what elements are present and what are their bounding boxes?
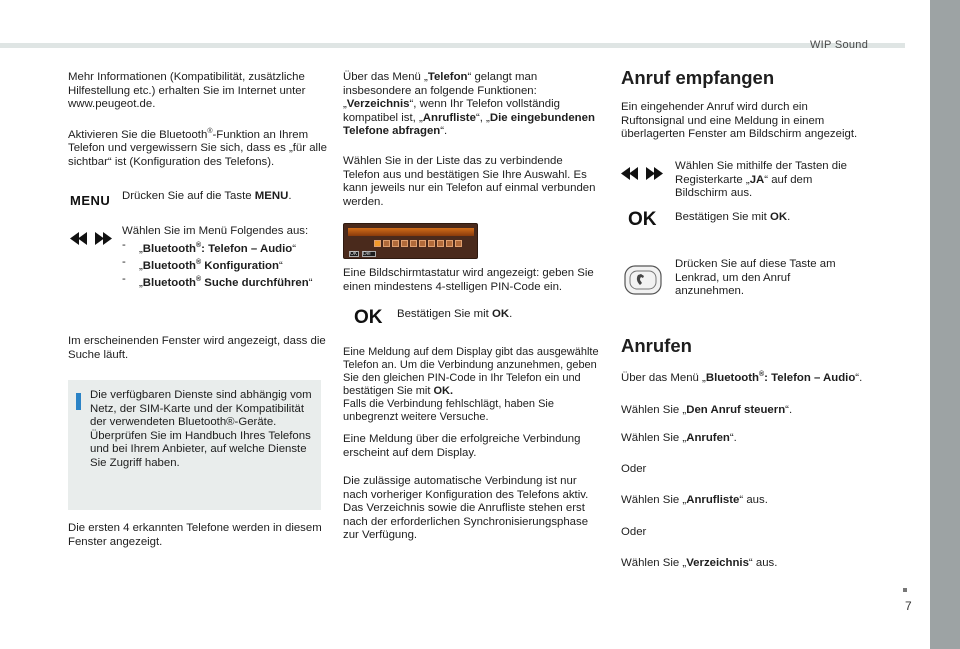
- list-item: - „Bluetooth®: Telefon – Audio“: [122, 239, 327, 256]
- info-box-text: Die verfügbaren Dienste sind abhängig vom Netz, der SIM-Karte und der Kompatibilität der verwendeten Bluetooth®-Geräte. Überprüfen Sie im Handbuch Ihres Telefons und bei Ihrem Anbieter, auf welche Dienste Sie Zugriff haben.: [90, 389, 312, 469]
- call-step-verzeichnis: Wählen Sie „Verzeichnis“ aus.: [621, 557, 778, 569]
- keyboard-key: [437, 240, 444, 247]
- select-menu-block: [122, 225, 327, 291]
- intro-paragraph: Mehr Informationen (Kompatibilität, zusätzliche Hilfestellung etc.) erhalten Sie im Internet unter www.peugeot.de.: [68, 71, 306, 111]
- keyboard-key: [383, 240, 390, 247]
- keyboard-key: [455, 240, 462, 247]
- screen-title-bar: [348, 228, 474, 236]
- list-item: - „Bluetooth® Suche durchführen“: [122, 273, 327, 290]
- ok-key-icon: OK: [628, 209, 657, 230]
- keyboard-key: [410, 240, 417, 247]
- call-step-or-1: Oder: [621, 463, 647, 475]
- auto-connection-paragraph: Die zulässige automatische Verbindung ist nur nach vorheriger Konfiguration des Telefons aktiv. Das Verzeichnis sowie die Anrufliste stehen erst nach der erforderlichen Synchronisierungsphase zur Verfügung.: [343, 475, 589, 542]
- menu-key-icon: MENU: [70, 193, 111, 208]
- heading-anruf-empfangen: Anruf empfangen: [621, 67, 775, 88]
- search-info-paragraph: Im erscheinenden Fenster wird angezeigt, dass die Suche läuft.: [68, 335, 326, 361]
- press-menu-text: Drücken Sie auf die Taste MENU.: [122, 190, 292, 202]
- telefon-menu-paragraph: Über das Menü „Telefon“ gelangt man insbesondere an folgende Funktionen: „Verzeichnis“, wenn Ihr Telefon vollständig kompatibel ist, „Anrufliste“, „Die eingebundenen Telefone abfragen“.: [343, 71, 595, 138]
- arrow-keys-icon: [70, 232, 112, 245]
- page-number: 7: [905, 599, 912, 613]
- activate-bluetooth-paragraph: Aktivieren Sie die Bluetooth®-Funktion an Ihrem Telefon und vergewissern Sie sich, dass es „für alle sichtbar“ ist (Konfiguration des Telefons).: [68, 128, 327, 168]
- select-menu-intro: Wählen Sie im Menü Folgendes aus:: [122, 225, 309, 237]
- select-ja-text: Wählen Sie mithilfe der Tasten die Registerkarte „JA“ auf dem Bildschirm aus.: [675, 160, 848, 200]
- keyboard-key: [428, 240, 435, 247]
- confirm-ok-text: Bestätigen Sie mit OK.: [397, 308, 513, 320]
- steering-wheel-phone-button-icon: [622, 262, 664, 298]
- screen-ok-button: OK: [350, 251, 358, 257]
- header-rule: [0, 43, 905, 48]
- wheel-button-text: Drücken Sie auf diese Taste am Lenkrad, um den Anruf anzunehmen.: [675, 258, 836, 298]
- keyboard-key: [446, 240, 453, 247]
- pin-keyboard-screen-image: [343, 223, 478, 259]
- select-menu-list: [122, 239, 327, 291]
- call-step-steuern: Wählen Sie „Den Anruf steuern“.: [621, 404, 793, 416]
- success-message-paragraph: Eine Meldung über die erfolgreiche Verbindung erscheint auf dem Display.: [343, 433, 581, 459]
- pin-keyboard-paragraph: Eine Bildschirmtastatur wird angezeigt: geben Sie einen mindestens 4-stelligen PIN-Code ein.: [343, 267, 594, 293]
- call-step-menu: Über das Menü „Bluetooth®: Telefon – Audio“.: [621, 371, 863, 384]
- screen-del-button: Del: [362, 251, 376, 257]
- keyboard-key: [392, 240, 399, 247]
- section-title: WIP Sound: [810, 39, 869, 51]
- keyboard-key: [419, 240, 426, 247]
- arrow-keys-icon: [621, 167, 663, 180]
- display-message-paragraph: Eine Meldung auf dem Display gibt das ausgewählte Telefon an. Um die Verbindung anzunehmen, geben Sie den gleichen PIN-Code in Ihr Telefon ein und bestätigen Sie mit OK. Falls die Verbindung fehlschlägt, haben Sie unbegrenzt weitere Versuche.: [343, 346, 599, 423]
- call-step-anrufen: Wählen Sie „Anrufen“.: [621, 432, 737, 444]
- confirm-ok-text: Bestätigen Sie mit OK.: [675, 211, 791, 223]
- list-item: - „Bluetooth® Konfiguration“: [122, 256, 327, 273]
- side-tab-bar: [930, 0, 960, 649]
- ok-key-icon: OK: [354, 307, 383, 328]
- keyboard-key: [401, 240, 408, 247]
- call-step-anrufliste: Wählen Sie „Anrufliste“ aus.: [621, 494, 768, 506]
- select-phone-paragraph: Wählen Sie in der Liste das zu verbindende Telefon aus und bestätigen Sie Ihre Auswahl. Es kann jeweils nur ein Telefon auf einmal verbunden werden.: [343, 155, 596, 208]
- heading-anrufen: Anrufen: [621, 335, 692, 356]
- first-phones-paragraph: Die ersten 4 erkannten Telefone werden in diesem Fenster angezeigt.: [68, 522, 322, 548]
- incoming-call-paragraph: Ein eingehender Anruf wird durch ein Ruftonsignal und eine Meldung in einem überlagerten Fenster am Bildschirm angezeigt.: [621, 101, 858, 141]
- call-step-or-2: Oder: [621, 526, 647, 538]
- info-icon: [76, 393, 81, 410]
- page-marker: [903, 588, 907, 592]
- keyboard-key: [374, 240, 381, 247]
